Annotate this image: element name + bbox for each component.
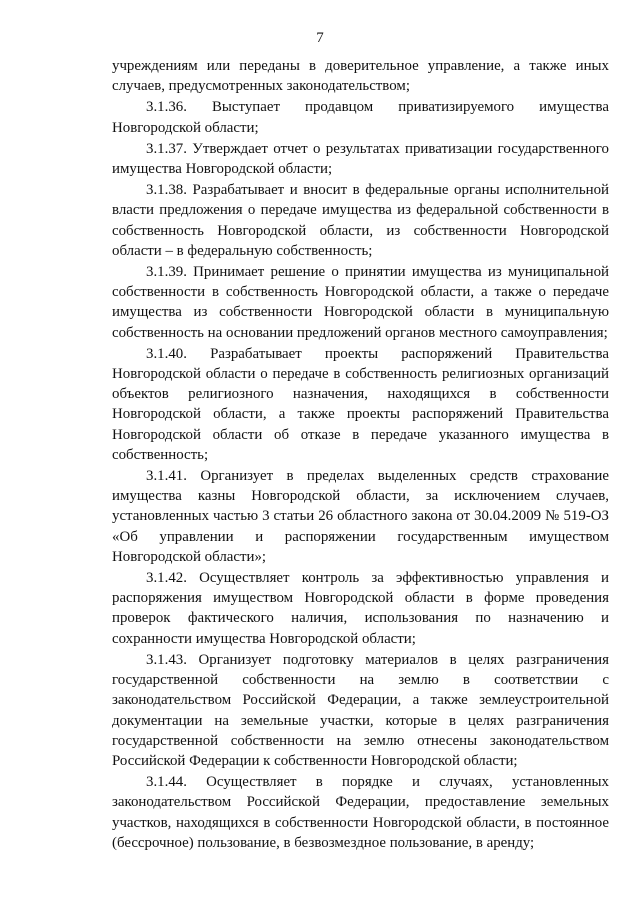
document-body (112, 56, 609, 853)
page-number: 7 (316, 30, 324, 46)
paragraph-3-1-36: 3.1.36. Выступает продавцом приватизируемого имущества Новгородской области; (112, 99, 609, 136)
paragraph-3-1-37: 3.1.37. Утверждает отчет о результатах приватизации государственного имущества Новгородской области; (112, 140, 609, 178)
paragraph-3-1-38: 3.1.38. Разрабатывает и вносит в федеральные органы исполнительной власти предложения о передаче имущества из федеральной собственности в собственность Новгородской области, из собственности Новгородской области – в федеральную собственность; (112, 182, 609, 259)
paragraph-3-1-42: 3.1.42. Осуществляет контроль за эффективностью управления и распоряжения имуществом Новгородской области в форме проведения проверок фактического наличия, использования по назначению и сохранности имущества Новгородской области; (112, 570, 609, 647)
paragraph-3-1-39: 3.1.39. Принимает решение о принятии имущества из муниципальной собственности в собственность Новгородской области, а также о передаче имущества из собственности Новгородской области в муниципальную собственность на основании предложений органов местного самоуправления; (112, 264, 609, 341)
paragraph-3-1-41: 3.1.41. Организует в пределах выделенных средств страхование имущества казны Новгородской области, за исключением случаев, установленных частью 3 статьи 26 областного закона от 30.04.2009 № 519-ОЗ «Об управлении и распоряжении государственным имуществом Новгородской области»; (112, 468, 609, 565)
paragraph-3-1-40: 3.1.40. Разрабатывает проекты распоряжений Правительства Новгородской области о передаче в собственность религиозных организаций объектов религиозного назначения, находящихся в собственности Новгородской области, а также проекты распоряжений Правительства Новгородской области об отказе в передаче указанного имущества в собственность; (112, 345, 609, 463)
paragraph-continuation: учреждениям или переданы в доверительное управление, а также иных случаев, предусмотренных законодательством; (112, 58, 609, 95)
paragraph-3-1-43: 3.1.43. Организует подготовку материалов в целях разграничения государственной собственности на землю в соответствии с законодательством Российской Федерации, а также землеустроительной документации на земельные участки, которые в целях разграничения государственной собственности на землю отнесены законодательством Российской Федерации к собственности Новгородской области; (112, 651, 609, 769)
paragraph-3-1-44: 3.1.44. Осуществляет в порядке и случаях, установленных законодательством Российской Федерации, предоставление земельных участков, находящихся в собственности Новгородской области, в постоянное (бессрочное) пользование, в безвозмездное пользование, в аренду; (112, 774, 609, 851)
